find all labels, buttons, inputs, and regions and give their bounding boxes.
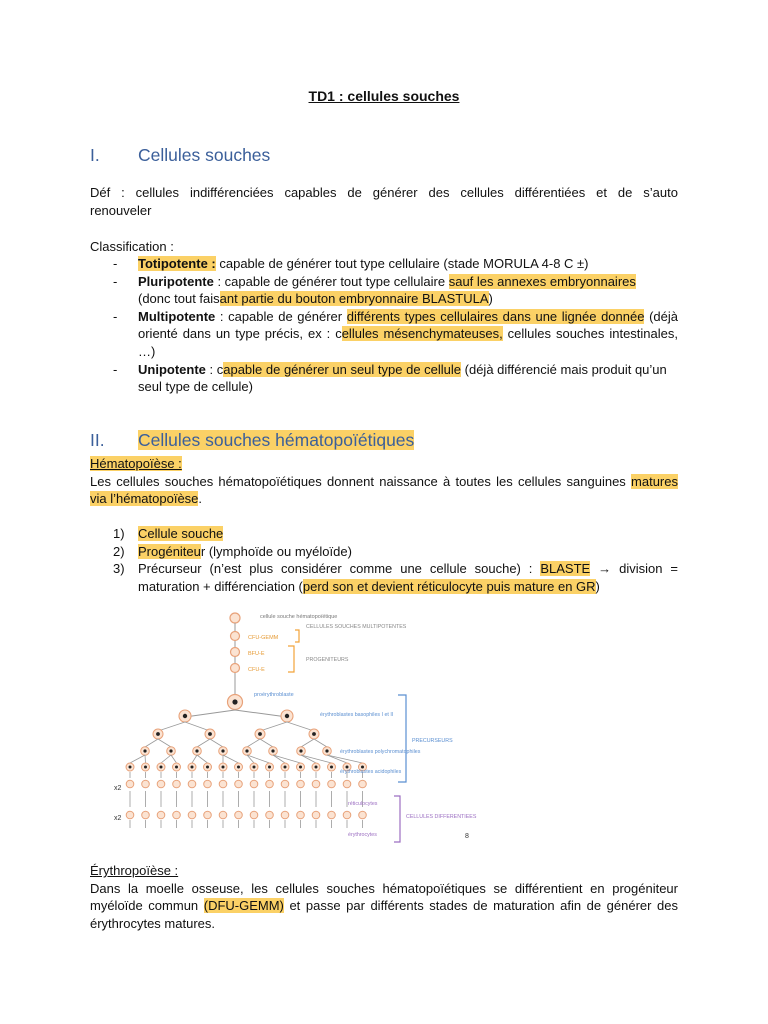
- highlight: ant partie du bouton embryonnaire BLASTULA: [219, 291, 489, 307]
- reticulocyte-cell: [188, 780, 196, 788]
- erythrocyte-cell: [297, 811, 305, 819]
- cell-nucleus: [143, 749, 146, 752]
- highlight: Cellule souche: [138, 526, 224, 541]
- cell-nucleus: [156, 732, 160, 736]
- lineage-line: [192, 755, 197, 763]
- cell-nucleus: [191, 766, 194, 769]
- text: .: [198, 491, 203, 506]
- highlight: matures via l’hématopoïèse: [90, 473, 678, 506]
- reticulocyte-cell: [359, 780, 367, 788]
- cfue-cell: [231, 664, 240, 673]
- list-item: [113, 543, 678, 561]
- label-proerythroblast: proérythroblaste: [254, 692, 294, 698]
- description: ): [488, 291, 493, 307]
- list-item: [113, 525, 678, 543]
- page-title: TD1 : cellules souches: [308, 88, 460, 104]
- reticulocyte-cell: [328, 780, 336, 788]
- description: : c: [205, 361, 224, 377]
- reticulocyte-cell: [312, 780, 320, 788]
- section-number: I.: [90, 145, 100, 165]
- index: 1): [113, 526, 125, 541]
- label-multipotent: CELLULES SOUCHES MULTIPOTENTES: [306, 624, 407, 630]
- cell-nucleus: [245, 749, 248, 752]
- lineage-line: [158, 722, 185, 731]
- list-item: - Multipotente : capable de générer différents types cellulaires dans une lignée donnée (déjà orienté dans un type précis, ex : cellules mésenchymateuses, cellules souches intestinales, …): [113, 308, 678, 359]
- erythrocyte-cell: [235, 811, 243, 819]
- erythrocyte-cell: [157, 811, 165, 819]
- erythrocyte-cell: [343, 811, 351, 819]
- label-progenitors: PROGENITEURS: [306, 657, 349, 663]
- highlight: perd son et devient réticulocyte puis mature en GR: [302, 578, 596, 594]
- cell-nucleus: [175, 766, 178, 769]
- cell-nucleus: [299, 766, 302, 769]
- cell-nucleus: [144, 766, 147, 769]
- text: Dans la moelle osseuse, les cellules souches hématopoïétiques se différentient en progéniteur myéloïde commun: [90, 880, 678, 913]
- reticulocyte-cell: [297, 780, 305, 788]
- lineage-line: [223, 755, 239, 763]
- definition-line: renouveler: [90, 202, 152, 218]
- cell-nucleus: [299, 749, 302, 752]
- erythrocyte-cell: [142, 811, 150, 819]
- lineage-line: [260, 722, 287, 731]
- page-number: 8: [465, 833, 469, 840]
- cell-nucleus: [268, 766, 271, 769]
- reticulocyte-cell: [250, 780, 258, 788]
- highlight: Progéniteu: [138, 543, 201, 559]
- label-acidophil: érythroblastes acidophiles: [340, 769, 402, 775]
- erythropoiesis-diagram: [110, 602, 490, 846]
- bracket-multipotent: [295, 630, 299, 642]
- level-3-cells: [141, 739, 332, 755]
- reticulocyte-cell: [266, 780, 274, 788]
- definition-line: Déf : cellules indifférenciées capables de générer des cellules différentiées et de s’auto: [90, 185, 678, 200]
- cell-nucleus: [221, 749, 224, 752]
- description: : capable de générer tout type cellulaire: [213, 273, 449, 289]
- highlight: sauf les annexes embryonnaires: [448, 273, 636, 289]
- list-item: - Unipotente : capable de générer un seul type de cellule (déjà différencié mais produit qu’un seul type de cellule): [113, 361, 667, 395]
- label-stem: cellule souche hématopoïétique: [260, 614, 338, 620]
- erythrocyte-cell: [126, 811, 134, 819]
- cell-nucleus: [258, 732, 262, 736]
- bracket-differentiated: [394, 796, 400, 842]
- classification-label: Classification :: [90, 239, 174, 254]
- label-x2: x2: [114, 785, 122, 792]
- erythropoiesis-paragraph: [90, 880, 678, 933]
- erythrocyte-cell: [312, 811, 320, 819]
- cell-nucleus: [284, 766, 287, 769]
- reticulocyte-cell: [219, 780, 227, 788]
- lineage-line: [145, 739, 158, 747]
- label-erythrocytes: érythrocytes: [348, 832, 377, 838]
- term: Multipotente: [138, 308, 216, 324]
- erythrocyte-row: [126, 791, 366, 828]
- cell-nucleus: [312, 732, 316, 736]
- lineage-line: [197, 739, 210, 747]
- stem-cell: [230, 613, 240, 623]
- section-heading-2: [90, 430, 414, 451]
- erythrocyte-cell: [204, 811, 212, 819]
- erythrocyte-cell: [173, 811, 181, 819]
- cell-nucleus: [169, 749, 172, 752]
- erythrocyte-cell: [281, 811, 289, 819]
- erythrocyte-cell: [188, 811, 196, 819]
- section-title: Cellules souches: [138, 145, 271, 165]
- lineage-line: [161, 755, 171, 763]
- cell-nucleus: [237, 766, 240, 769]
- label-basophil-text: érythroblastes basophiles I et II: [320, 712, 394, 718]
- cell-nucleus: [160, 766, 163, 769]
- cell-nucleus: [271, 749, 274, 752]
- lineage-line: [260, 739, 273, 747]
- cfu-cell: [231, 632, 240, 641]
- section-title: Cellules souches hématopoïétiques: [138, 430, 415, 450]
- reticulocyte-cell: [173, 780, 181, 788]
- lineage-line: [301, 755, 332, 763]
- classification-list: [113, 255, 678, 396]
- list-item: - Totipotente : capable de générer tout type cellulaire (stade MORULA 4-8 C ±): [113, 256, 589, 271]
- level-2-cells: [153, 722, 319, 739]
- text: r (lymphoïde ou myéloïde): [200, 543, 352, 559]
- lineage-line: [301, 739, 314, 747]
- cell-nucleus: [222, 766, 225, 769]
- label-x2: x2: [114, 815, 122, 822]
- lineage-line: [197, 755, 208, 763]
- bfu-cell: [231, 648, 240, 657]
- index: 2): [113, 543, 125, 559]
- section-number: II.: [90, 430, 105, 450]
- reticulocyte-cell: [343, 780, 351, 788]
- term: Totipotente :: [138, 256, 216, 271]
- bracket-progenitors: [288, 646, 294, 672]
- index: 3): [113, 561, 125, 576]
- erythrocyte-cell: [266, 811, 274, 819]
- lineage-line: [210, 739, 223, 747]
- label-polychromatophil: érythroblastes polychromatophiles: [340, 749, 421, 755]
- stem-column: [230, 613, 240, 694]
- cell-nucleus: [330, 766, 333, 769]
- label-differentiated: CELLULES DIFFERENTIEES: [406, 814, 477, 820]
- description: (donc tout fais: [138, 291, 220, 307]
- lineage-line: [158, 739, 171, 747]
- term: Pluripotente: [138, 273, 214, 289]
- subheading: Hématopoïèse :: [90, 456, 182, 471]
- reticulocyte-cell: [142, 780, 150, 788]
- lineage-line: [130, 755, 145, 763]
- label-cfu: CFU-GEMM: [248, 635, 279, 641]
- erythrocyte-cell: [219, 811, 227, 819]
- list-item: - Pluripotente : capable de générer tout type cellulaire sauf les annexes embryonnaires (donc tout faisant partie du bouton embryonnaire BLASTULA): [113, 273, 636, 307]
- cell-nucleus: [195, 749, 198, 752]
- erythropoiesis-block: [90, 862, 678, 932]
- lineage-line: [287, 722, 314, 731]
- term: Unipotente: [138, 361, 206, 377]
- lineage-line: [145, 755, 146, 763]
- text: ): [595, 578, 600, 594]
- description: (déjà orienté dans un type précis, ex : c: [138, 308, 678, 342]
- hematopoiesis-block: [90, 455, 678, 508]
- text: et passe par différents stades de maturation afin de générer des érythrocytes matures.: [90, 898, 678, 931]
- cell-nucleus: [206, 766, 209, 769]
- description: capable de générer tout type cellulaire (stade MORULA 4-8 C ±): [215, 256, 589, 271]
- label-precursors: PRECURSEURS: [412, 738, 453, 744]
- erythrocyte-cell: [328, 811, 336, 819]
- lineage-line: [185, 722, 210, 731]
- lineage-line: [314, 739, 327, 747]
- label-bfu: BFU-E: [248, 651, 265, 657]
- highlight: apable de générer un seul type de cellule: [223, 361, 462, 377]
- cell-nucleus: [208, 732, 212, 736]
- description: cellules souches intestinales, …): [138, 326, 678, 359]
- cell-nucleus: [253, 766, 256, 769]
- text: → division = maturation + différenciation (: [138, 561, 678, 594]
- highlight: ellules mésenchymateuses,: [341, 326, 503, 342]
- highlight: (DFU-GEMM): [203, 898, 284, 913]
- text: Les cellules souches hématopoïétiques donnent naissance à toutes les cellules sanguines: [90, 473, 632, 489]
- erythrocyte-cell: [250, 811, 258, 819]
- subheading: Érythropoïèse :: [90, 863, 179, 878]
- reticulocyte-cell: [235, 780, 243, 788]
- lineage-line: [273, 755, 285, 763]
- erythrocyte-cell: [359, 811, 367, 819]
- label-basophil: [320, 712, 393, 718]
- reticulocyte-cell: [281, 780, 289, 788]
- description: : capable de générer: [215, 308, 347, 324]
- lineage-line: [171, 755, 177, 763]
- cell-nucleus: [315, 766, 318, 769]
- highlight: différents types cellulaires dans une lignée donnée: [346, 308, 645, 324]
- cell-nucleus: [325, 749, 328, 752]
- lineage-line: [301, 755, 316, 763]
- steps-list: [113, 525, 678, 595]
- reticulocyte-cell: [126, 780, 134, 788]
- reticulocyte-row: [126, 772, 366, 788]
- lineage-line: [247, 739, 260, 747]
- reticulocyte-cell: [204, 780, 212, 788]
- label-reticulocytes: réticulocytes: [348, 801, 378, 807]
- level-4-cells: [126, 755, 367, 771]
- lineage-line: [273, 755, 301, 763]
- section-heading-1: [90, 145, 270, 166]
- cell-nucleus: [129, 766, 132, 769]
- label-cfue: CFU-E: [248, 667, 265, 673]
- definition-paragraph: [90, 184, 678, 219]
- description: (déjà différencié mais produit qu’un seul type de cellule): [138, 361, 667, 395]
- reticulocyte-cell: [157, 780, 165, 788]
- text: Précurseur (n’est plus considérer comme une cellule souche) :: [138, 561, 541, 576]
- highlight: BLASTE: [540, 561, 591, 576]
- list-item: [113, 560, 678, 595]
- hematopoiesis-paragraph: [90, 473, 678, 508]
